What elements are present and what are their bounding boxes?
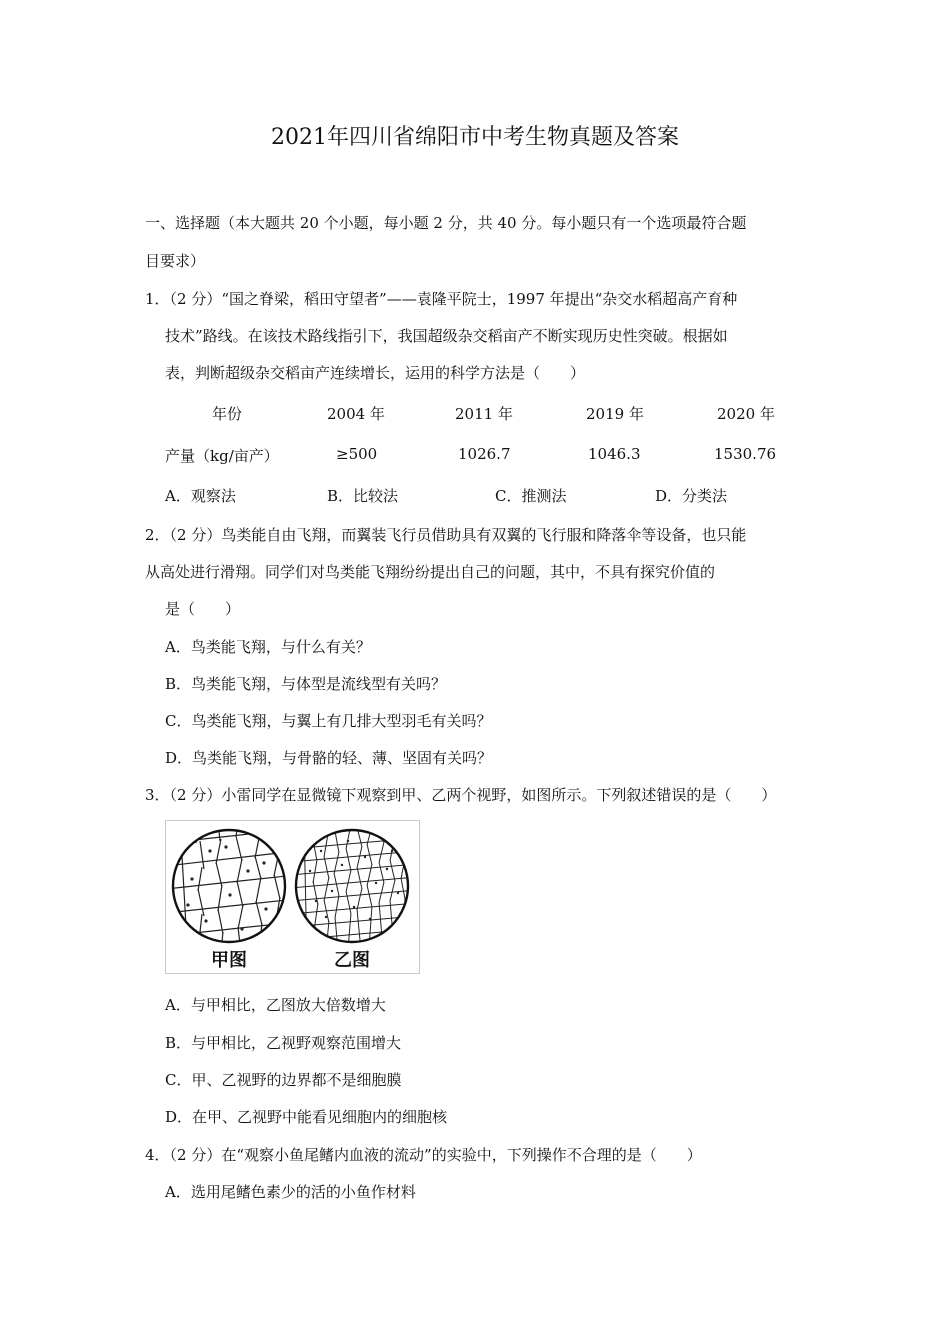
q1-option-c: C．推测法	[495, 487, 567, 505]
q1-option-a: A．观察法	[165, 487, 236, 505]
q2-option-d: D．鸟类能飞翔，与骨骼的轻、薄、坚固有关吗？	[165, 749, 493, 767]
q3-option-a: A．与甲相比，乙图放大倍数增大	[165, 996, 386, 1014]
q2-option-c: C．鸟类能飞翔，与翼上有几排大型羽毛有关吗？	[165, 712, 492, 730]
q3-option-d: D．在甲、乙视野中能看见细胞内的细胞核	[165, 1108, 448, 1126]
table-cell: 产量（kg/亩产）	[165, 447, 279, 465]
table-header-cell: 2020 年	[717, 405, 775, 423]
microscope-figure	[165, 820, 420, 974]
microscope-fields-svg	[166, 821, 419, 973]
q1-line2: 技术”路线。在该技术路线指引下，我国超级杂交稻亩产不断实现历史性突破。根据如	[165, 327, 728, 345]
q2-option-a: A．鸟类能飞翔，与什么有关？	[165, 638, 371, 656]
figure-label-yi: 乙图	[334, 950, 370, 971]
table-cell: 1046.3	[588, 445, 641, 463]
q1-option-b: B．比较法	[327, 487, 399, 505]
table-header-cell: 2004 年	[327, 405, 385, 423]
table-header-cell: 2019 年	[586, 405, 644, 423]
table-cell: ≥500	[336, 445, 378, 463]
field-jia	[166, 821, 296, 961]
q2-line2: 从高处进行滑翔。同学们对鸟类能飞翔纷纷提出自己的问题，其中，不具有探究价值的	[145, 563, 716, 581]
q2-line3: 是（ ）	[165, 600, 241, 618]
q1-line1: 1．（2 分）“国之脊梁，稻田守望者”——袁隆平院士，1997 年提出“杂交水稻超高产育种	[145, 290, 738, 308]
q4-line1: 4．（2 分）在“观察小鱼尾鳍内血液的流动”的实验中，下列操作不合理的是（ ）	[145, 1146, 702, 1164]
q1-option-d: D．分类法	[655, 487, 728, 505]
q2-option-b: B．鸟类能飞翔，与体型是流线型有关吗？	[165, 675, 447, 693]
q4-option-a: A．选用尾鳍色素少的活的小鱼作材料	[165, 1183, 416, 1201]
q3-option-c: C．甲、乙视野的边界都不是细胞膜	[165, 1071, 402, 1089]
q3-line1: 3．（2 分）小雷同学在显微镜下观察到甲、乙两个视野，如图所示。下列叙述错误的是（ ）	[145, 786, 777, 804]
q1-line3: 表，判断超级杂交稻亩产连续增长，运用的科学方法是（ ）	[165, 364, 586, 382]
q3-option-b: B．与甲相比，乙视野观察范围增大	[165, 1034, 402, 1052]
page-title: 2021年四川省绵阳市中考生物真题及答案	[271, 125, 679, 150]
table-header-cell: 年份	[212, 405, 243, 423]
figure-label-jia: 甲图	[211, 950, 247, 971]
table-cell: 1026.7	[458, 445, 511, 463]
section-heading-line1: 一、选择题（本大题共 20 个小题，每小题 2 分，共 40 分。每小题只有一个选项最符合题	[145, 214, 747, 232]
section-heading-line2: 目要求）	[145, 252, 206, 270]
field-yi	[291, 821, 416, 961]
table-header-cell: 2011 年	[455, 405, 513, 423]
table-cell: 1530.76	[714, 445, 777, 463]
q2-line1: 2．（2 分）鸟类能自由飞翔，而翼装飞行员借助具有双翼的飞行服和降落伞等设备，也只能	[145, 526, 747, 544]
